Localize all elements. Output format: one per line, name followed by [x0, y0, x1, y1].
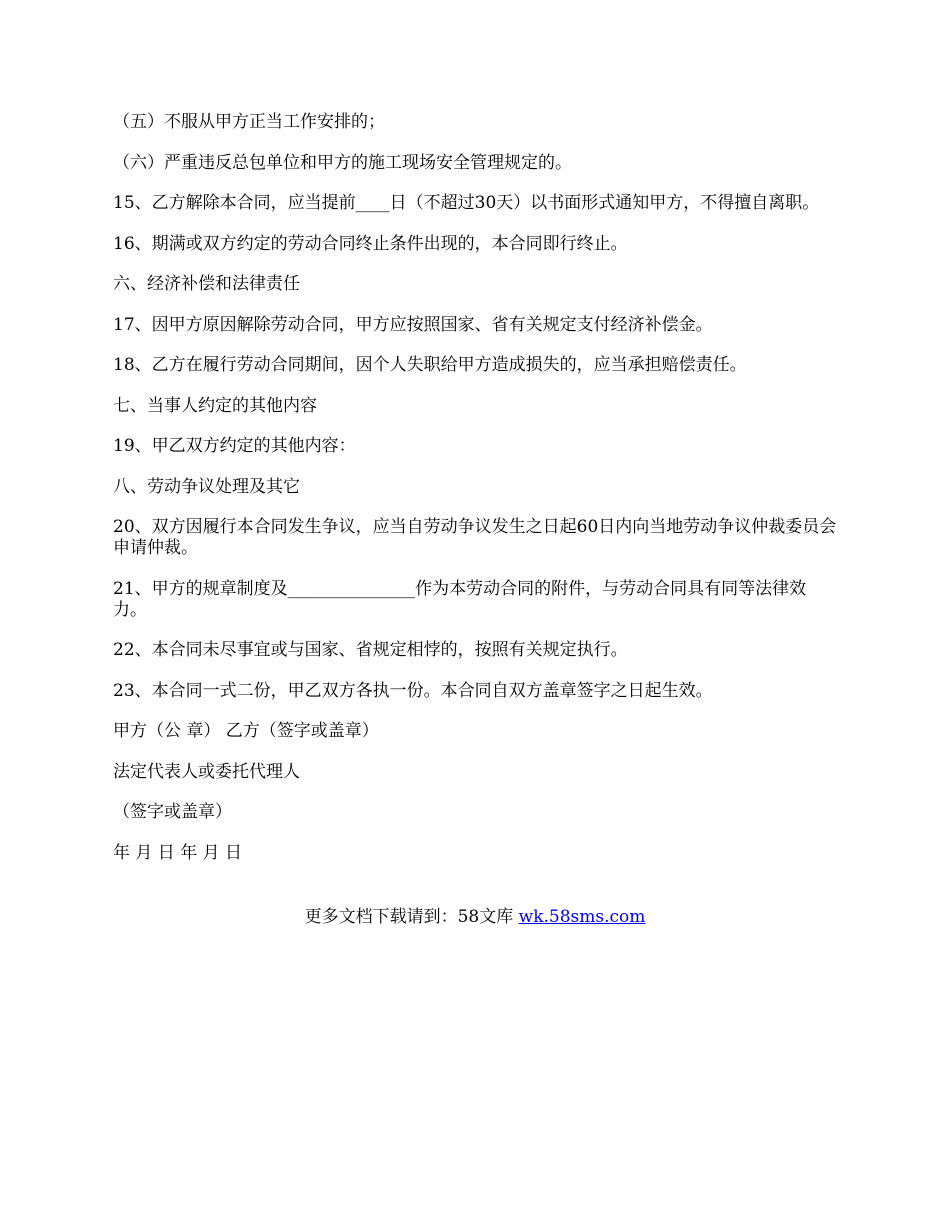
- footer-text: 更多文档下载请到：58文库: [304, 907, 519, 927]
- paragraph-item-22: 22、本合同未尽事宜或与国家、省规定相悖的，按照有关规定执行。: [113, 640, 628, 660]
- paragraph-item-18: 18、乙方在履行劳动合同期间，因个人失职给甲方造成损失的，应当承担赔偿责任。: [113, 355, 747, 375]
- paragraph-item-15: 15、乙方解除本合同，应当提前____日（不超过30天）以书面形式通知甲方，不得擅自离职。: [113, 193, 820, 213]
- paragraph-clause-6: （六）严重违反总包单位和甲方的施工现场安全管理规定的。: [113, 152, 572, 173]
- legal-representative-line: 法定代表人或委托代理人: [113, 761, 300, 782]
- signature-parties-line: 甲方（公 章） 乙方（签字或盖章）: [113, 721, 379, 741]
- paragraph-item-23: 23、本合同一式二份，甲乙双方各执一份。本合同自双方盖章签字之日起生效。: [113, 680, 713, 701]
- paragraph-item-19: 19、甲乙双方约定的其他内容：: [113, 436, 356, 456]
- paragraph-item-21: 21、甲方的规章制度及_______________作为本劳动合同的附件，与劳动合同具有同等法律效力。: [113, 578, 807, 620]
- paragraph-item-17: 17、因甲方原因解除劳动合同，甲方应按照国家、省有关规定支付经济补偿金。: [113, 314, 713, 335]
- document-body: [113, 112, 838, 883]
- section-heading-7: 七、当事人约定的其他内容: [113, 395, 317, 416]
- date-line: 年 月 日 年 月 日: [113, 842, 243, 863]
- footer-website-link[interactable]: wk.58sms.com: [518, 907, 646, 927]
- section-heading-6: 六、经济补偿和法律责任: [113, 274, 300, 294]
- section-heading-8: 八、劳动争议处理及其它: [113, 476, 300, 497]
- paragraph-clause-5: （五）不服从甲方正当工作安排的；: [113, 112, 385, 132]
- footer-download-line: [0, 907, 950, 928]
- paragraph-item-20: 20、双方因履行本合同发生争议，应当自劳动争议发生之日起60日内向当地劳动争议仲裁委员会申请仲裁。: [113, 517, 837, 558]
- paragraph-item-16: 16、期满或双方约定的劳动合同终止条件出现的，本合同即行终止。: [113, 233, 628, 254]
- signature-note-line: （签字或盖章）: [113, 802, 232, 822]
